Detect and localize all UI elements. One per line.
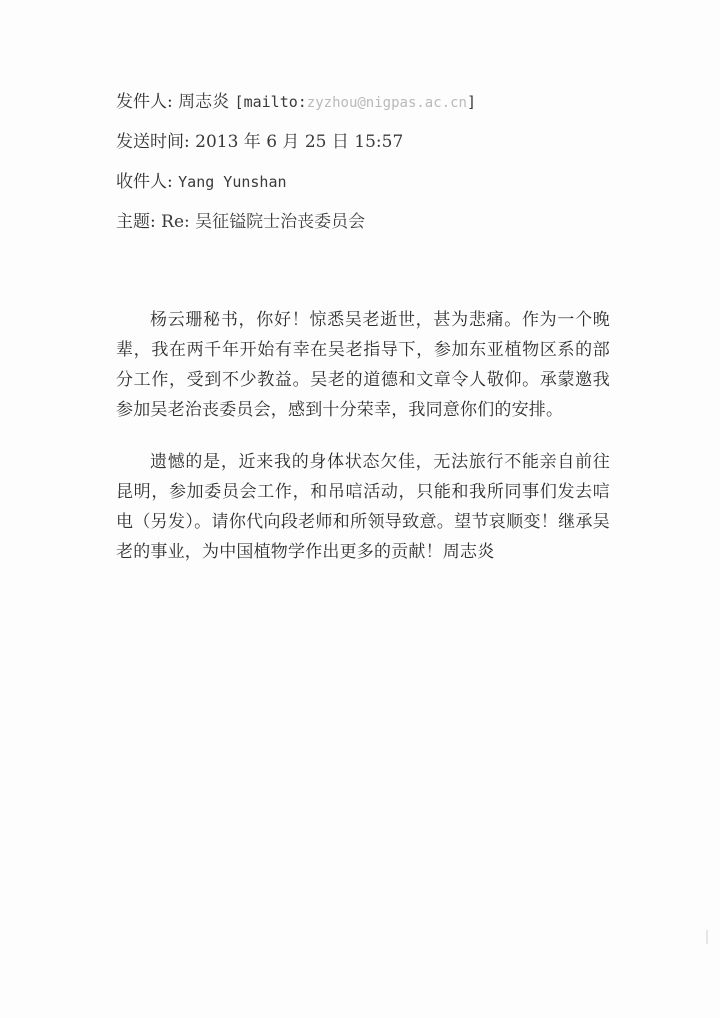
subject-label: 主题: xyxy=(116,212,156,232)
to-label: 收件人: xyxy=(116,172,173,192)
from-row xyxy=(116,88,676,128)
from-label: 发件人: xyxy=(116,92,173,112)
mailto-address: zyzhou@nigpas.ac.cn xyxy=(306,95,467,111)
scan-edge-mark xyxy=(706,930,708,944)
from-name: 周志炎 xyxy=(178,92,230,112)
subject-value: Re: 吴征镒院士治丧委员会 xyxy=(161,212,366,232)
sent-label: 发送时间: xyxy=(116,132,190,152)
to-value: Yang Yunshan xyxy=(178,173,287,191)
to-row xyxy=(116,168,676,208)
letter-paragraph-1: 杨云珊秘书，你好！惊悉吴老逝世，甚为悲痛。作为一个晚辈，我在两千年开始有幸在吴老指导下，参加东亚植物区系的部分工作，受到不少教益。吴老的道德和文章令人敬仰。承蒙邀我参加吴老治丧委员会，感到十分荣幸，我同意你们的安排。 xyxy=(116,310,610,420)
sent-row xyxy=(116,128,676,168)
email-header xyxy=(116,88,676,248)
mailto-prefix: [mailto: xyxy=(234,93,307,111)
letter-paragraph-2: 遗憾的是，近来我的身体状态欠佳，无法旅行不能亲自前往昆明，参加委员会工作，和吊唁活动，只能和我所同事们发去唁电（另发）。请你代向段老师和所领导致意。望节哀顺变！继承吴老的事业，为中国植物学作出更多的贡献！周志炎 xyxy=(116,452,610,562)
subject-row xyxy=(116,208,676,248)
sent-value: 2013 年 6 月 25 日 15:57 xyxy=(195,132,404,152)
mailto-suffix: ] xyxy=(466,93,476,111)
letter-body xyxy=(116,305,610,589)
